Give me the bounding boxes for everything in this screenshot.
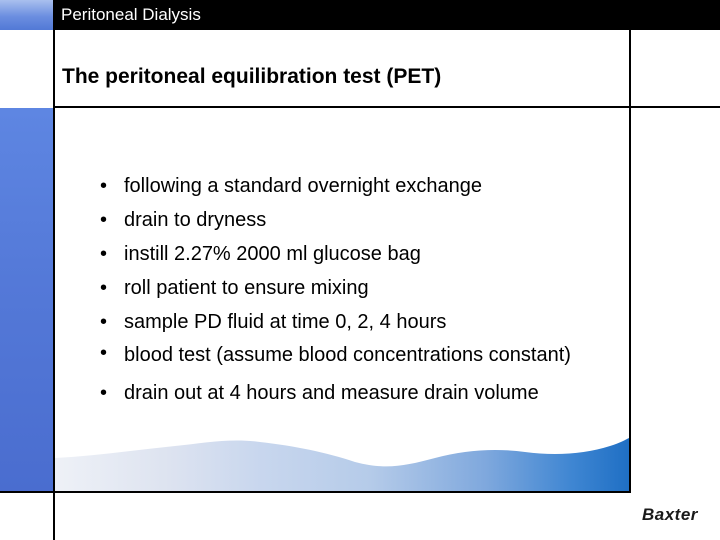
- bullet-item: • instill 2.27% 2000 ml glucose bag: [96, 237, 626, 271]
- presentation-title: Peritoneal Dialysis: [61, 5, 201, 24]
- slide-title: The peritoneal equilibration test (PET): [62, 65, 442, 88]
- side-accent-bar: [0, 108, 53, 491]
- title-divider-line: [53, 106, 720, 108]
- bottom-divider-line: [0, 491, 631, 493]
- bullet-item: • drain out at 4 hours and measure drain volume: [96, 376, 626, 410]
- bullet-item: • roll patient to ensure mixing: [96, 271, 626, 305]
- right-divider-line: [629, 30, 631, 492]
- bullet-item: • following a standard overnight exchange: [96, 169, 626, 203]
- bullet-item: • sample PD fluid at time 0, 2, 4 hours: [96, 305, 626, 339]
- top-bar-accent-block: [0, 0, 53, 30]
- bullet-list: [96, 169, 626, 410]
- logo-text: Baxter: [642, 505, 698, 524]
- top-bar: [0, 0, 720, 30]
- baxter-logo: [642, 505, 720, 529]
- bullet-item: • drain to dryness: [96, 203, 626, 237]
- bullet-item: • blood test (assume blood concentrations constant): [96, 339, 626, 376]
- decorative-wave: [55, 432, 629, 491]
